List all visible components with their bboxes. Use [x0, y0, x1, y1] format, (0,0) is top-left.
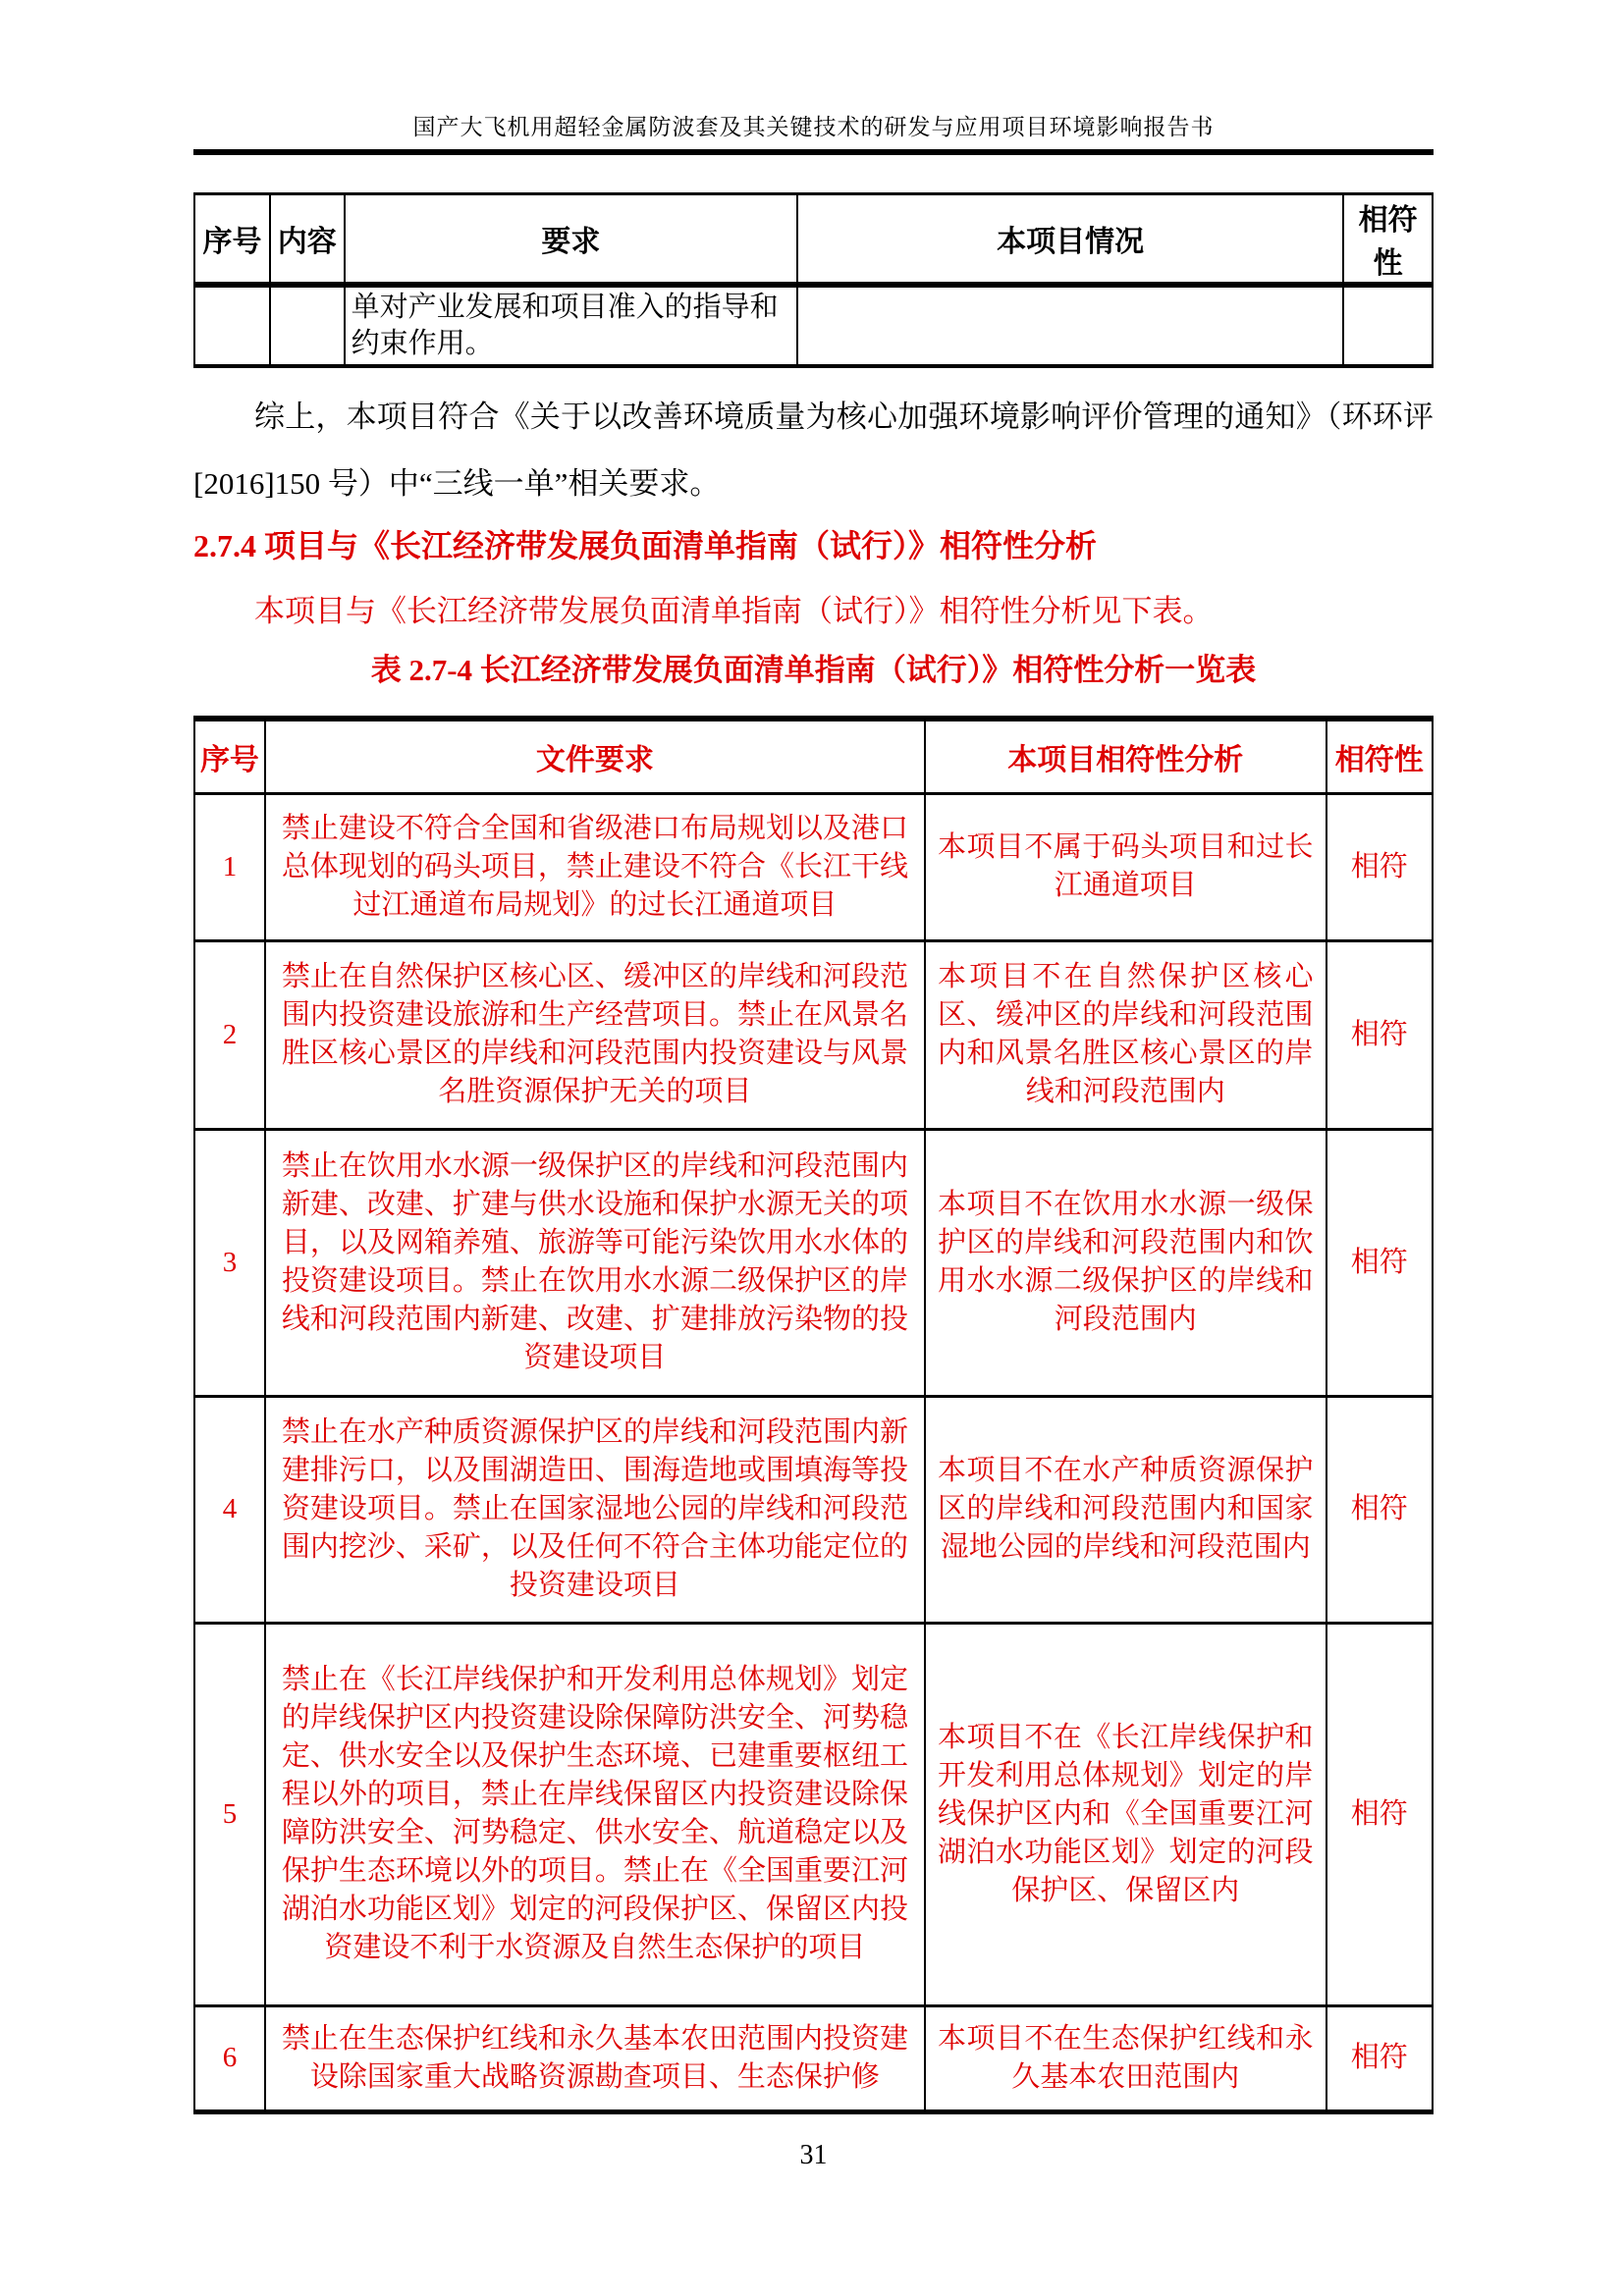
cell-analysis: 本项目不在《长江岸线保护和开发利用总体规划》划定的岸线保护区内和《全国重要江河湖泊水功能区划》划定的河段保护区、保留区内	[925, 1623, 1326, 2005]
cell-seq: 5	[194, 1623, 265, 2005]
table-row	[194, 1396, 1433, 1623]
col-header-situation: 本项目情况	[797, 194, 1343, 286]
cell-requirement: 禁止建设不符合全国和省级港口布局规划以及港口总体现划的码头项目，禁止建设不符合《长江干线过江通道布局规划》的过长江通道项目	[265, 793, 925, 940]
cell-seq: 6	[194, 2005, 265, 2111]
cell-seq: 4	[194, 1396, 265, 1623]
cell-analysis: 本项目不在生态保护红线和永久基本农田范围内	[925, 2005, 1326, 2111]
col-header-analysis: 本项目相符性分析	[925, 719, 1326, 793]
col-header-conformity: 相符性	[1326, 719, 1433, 793]
cell-conformity: 相符	[1326, 940, 1433, 1129]
col-header-doc-requirement: 文件要求	[265, 719, 925, 793]
cell-analysis: 本项目不在饮用水水源一级保护区的岸线和河段范围内和饮用水水源二级保护区的岸线和河段范围内	[925, 1129, 1326, 1396]
cell-requirement: 单对产业发展和项目准入的指导和约束作用。	[345, 285, 798, 366]
cell-seq: 1	[194, 793, 265, 940]
col-header-seq: 序号	[194, 719, 265, 793]
cell-seq: 3	[194, 1129, 265, 1396]
cell-conformity: 相符	[1326, 793, 1433, 940]
compliance-table	[193, 716, 1434, 2114]
page-number: 31	[799, 2139, 828, 2170]
cell-requirement: 禁止在《长江岸线保护和开发利用总体规划》划定的岸线保护区内投资建设除保障防洪安全、河势稳定、供水安全以及保护生态环境、已建重要枢纽工程以外的项目，禁止在岸线保留区内投资建设除保障防洪安全、河势稳定、供水安全、航道稳定以及保护生态环境以外的项目。禁止在《全国重要江河湖泊水功能区划》划定的河段保护区、保留区内投资建设不利于水资源及自然生态保护的项目	[265, 1623, 925, 2005]
section-intro: 本项目与《长江经济带发展负面清单指南（试行）》相符性分析见下表。	[254, 594, 1214, 628]
cell-requirement: 禁止在自然保护区核心区、缓冲区的岸线和河段范围内投资建设旅游和生产经营项目。禁止在风景名胜区核心景区的岸线和河段范围内投资建设与风景名胜资源保护无关的项目	[265, 940, 925, 1129]
continuation-table-header-row	[194, 194, 1433, 286]
cell-content	[270, 285, 345, 366]
table-row	[194, 1129, 1433, 1396]
page-content	[193, 0, 1434, 2296]
page-header-title: 国产大飞机用超轻金属防波套及其关键技术的研发与应用项目环境影响报告书	[412, 115, 1215, 139]
cell-analysis: 本项目不在水产种质资源保护区的岸线和河段范围内和国家湿地公园的岸线和河段范围内	[925, 1396, 1326, 1623]
continuation-table	[193, 192, 1434, 368]
section-heading: 2.7.4 项目与《长江经济带发展负面清单指南（试行）》相符性分析	[193, 528, 1098, 563]
table-title: 表 2.7-4 长江经济带发展负面清单指南（试行）》相符性分析一览表	[370, 653, 1257, 687]
cell-requirement: 禁止在生态保护红线和永久基本农田范围内投资建设除国家重大战略资源勘查项目、生态保护修	[265, 2005, 925, 2111]
cell-conformity: 相符	[1326, 2005, 1433, 2111]
cell-requirement: 禁止在饮用水水源一级保护区的岸线和河段范围内新建、改建、扩建与供水设施和保护水源无关的项目，以及网箱养殖、旅游等可能污染饮用水水体的投资建设项目。禁止在饮用水水源二级保护区的岸线和河段范围内新建、改建、扩建排放污染物的投资建设项目	[265, 1129, 925, 1396]
cell-seq: 2	[194, 940, 265, 1129]
cell-situation	[797, 285, 1343, 366]
summary-paragraph: 综上，本项目符合《关于以改善环境质量为核心加强环境影响评价管理的通知》（环环评[2016]150 号）中“三线一单”相关要求。	[193, 400, 1434, 501]
cell-conformity: 相符	[1326, 1623, 1433, 2005]
cell-analysis: 本项目不属于码头项目和过长江通道项目	[925, 793, 1326, 940]
cell-conformity	[1343, 285, 1433, 366]
compliance-table-header-row	[194, 719, 1433, 793]
col-header-requirement: 要求	[345, 194, 798, 286]
page-header-rule	[193, 149, 1434, 155]
col-header-content: 内容	[270, 194, 345, 286]
table-row	[194, 2005, 1433, 2111]
table-row	[194, 940, 1433, 1129]
cell-analysis: 本项目不在自然保护区核心区、缓冲区的岸线和河段范围内和风景名胜区核心景区的岸线和河段范围内	[925, 940, 1326, 1129]
cell-conformity: 相符	[1326, 1396, 1433, 1623]
cell-conformity: 相符	[1326, 1129, 1433, 1396]
table-row	[194, 793, 1433, 940]
col-header-conformity: 相符性	[1343, 194, 1433, 286]
table-row	[194, 1623, 1433, 2005]
cell-seq	[194, 285, 270, 366]
cell-requirement: 禁止在水产种质资源保护区的岸线和河段范围内新建排污口，以及围湖造田、围海造地或围填海等投资建设项目。禁止在国家湿地公园的岸线和河段范围内挖沙、采矿，以及任何不符合主体功能定位的投资建设项目	[265, 1396, 925, 1623]
table-row	[194, 285, 1433, 366]
col-header-seq: 序号	[194, 194, 270, 286]
